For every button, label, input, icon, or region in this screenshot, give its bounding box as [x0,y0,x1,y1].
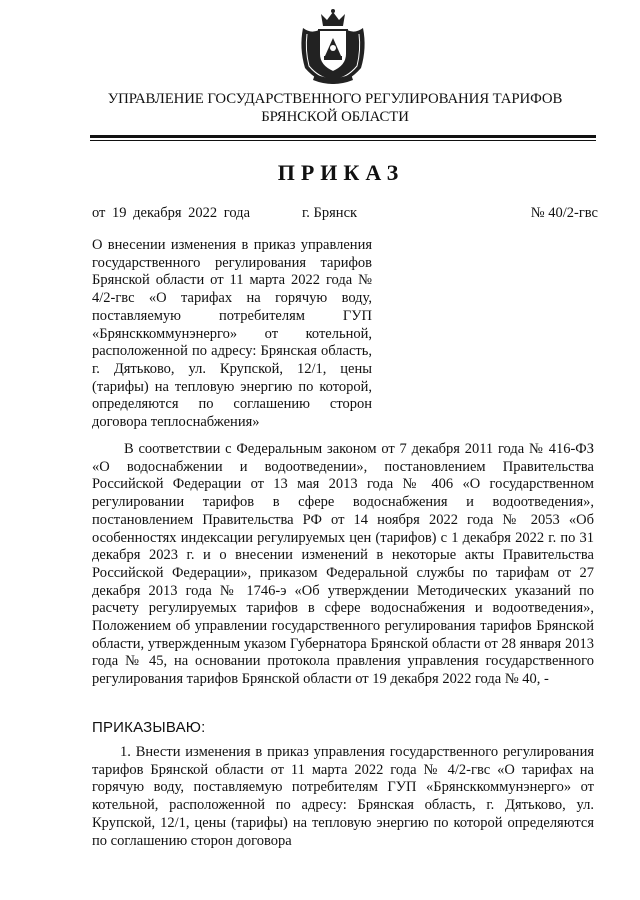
order-item-1: 1. Внести изменения в приказ управления государственного регулирования тарифов Брянской области от 11 марта 2022 года № 4/2-гвс «О тарифах на горячую воду, поставляемую потребителям ГУП «Брянсккоммунэнерго» от котельной, расположенной по адресу: Брянская область, г. Дятьково, ул. Крупской, 12/1, цены (тарифы) на тепловую энергию по которой определяются по соглашению сторон договора [92,744,594,849]
order-city: г. Брянск [302,205,358,221]
document-title: ПРИКАЗ [277,160,405,185]
header-divider-thin [90,140,596,141]
order-preamble: В соответствии с Федеральным законом от 7 декабря 2011 года № 416-ФЗ «О водоснабжении и водоотведении», постановлением Правительства Российской Федерации от 13 мая 2013 года № 406 «О государственном регулировании тарифов в сфере водоснабжения и водоотведения», постановлением Правительства РФ от 14 ноября 2022 года № 2053 «Об особенностях индексации регулируемых цен (тарифов) с 1 декабря 2022 г. по 31 декабря 2023 г. и о внесении изменений в некоторые акты Правительства Российской Федерации», приказом Федеральной службы по тарифам от 27 декабря 2013 года № 1746-э «Об утверждении Методических указаний по расчету регулируемых тарифов в сфере водоснабжения и водоотведения», Положением об управлении государственного регулирования тарифов Брянской области, утвержденным указом Губернатора Брянской области от 28 января 2013 года № 45, на основании протокола правления управления государственного регулирования тарифов Брянской области от 19 декабря 2022 года № 40, - [92,441,594,688]
order-number: № 40/2-гвс [530,205,598,221]
header-divider-thick [90,135,596,138]
order-resolution-word: ПРИКАЗЫВАЮ: [92,719,206,736]
order-date: от 19 декабря 2022 года [92,205,250,221]
bryansk-coat-of-arms-icon [297,8,369,86]
organization-name-line2: БРЯНСКОЙ ОБЛАСТИ [261,109,409,125]
organization-name-line1: УПРАВЛЕНИЕ ГОСУДАРСТВЕННОГО РЕГУЛИРОВАНИЯ ТАРИФОВ [107,91,563,107]
order-subject: О внесении изменения в приказ управления государственного регулирования тарифов Брянской области от 11 марта 2022 года № 4/2-гвс «О тарифах на горячую воду, поставляемую потребителям ГУП «Брянсккоммунэнерго» от котельной, расположенной по адресу: Брянская область, г. Дятьково, ул. Крупской, 12/1, цены (тарифы) на тепловую энергию по которой, определяются по соглашению сторон договора теплоснабжения» [92,237,372,431]
organization-name [60,90,610,126]
